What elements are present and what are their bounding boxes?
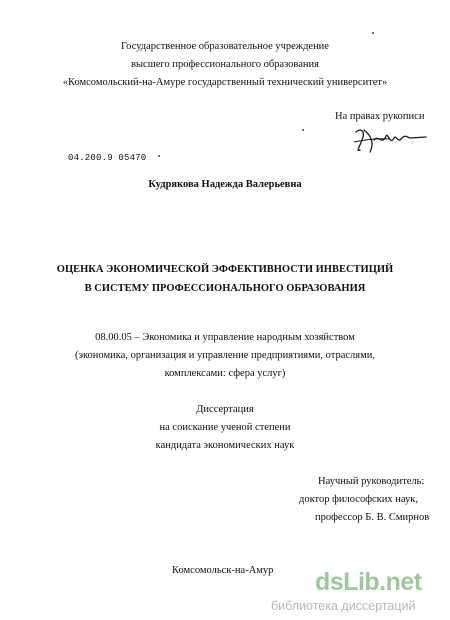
thesis-title-line-1: ОЦЕНКА ЭКОНОМИЧЕСКОЙ ЭФФЕКТИВНОСТИ ИНВЕСТИЦИЙ bbox=[56, 264, 394, 275]
specialty-line-1: 08.00.05 – Экономика и управление народным хозяйством bbox=[95, 332, 355, 343]
dissertation-label: Диссертация bbox=[196, 404, 254, 415]
watermark-logo: dsLib.net bbox=[315, 568, 422, 596]
author-name: Кудрякова Надежда Валерьевна bbox=[148, 179, 302, 190]
specialty-line-3: комплексами: сфера услуг) bbox=[164, 368, 286, 379]
city-label: Комсомольск-на-Амур bbox=[172, 565, 274, 576]
supervisor-label: Научный руководитель: bbox=[318, 476, 425, 487]
scan-speck bbox=[302, 129, 304, 131]
handwritten-signature-icon bbox=[350, 126, 430, 158]
supervisor-degree: доктор философских наук, bbox=[299, 494, 418, 505]
institution-line-1: Государственное образовательное учреждение bbox=[121, 41, 329, 52]
scan-speck bbox=[372, 32, 374, 34]
institution-line-2: высшего профессионального образования bbox=[131, 59, 319, 70]
specialty-line-2: (экономика, организация и управление предприятиями, отраслями, bbox=[74, 350, 376, 361]
degree-line-1: на соискание ученой степени bbox=[159, 422, 291, 433]
barcode-number: 04.200.9 05470 bbox=[68, 153, 147, 163]
supervisor-name: профессор Б. В. Смирнов bbox=[315, 512, 430, 523]
institution-line-3: «Комсомольский-на-Амуре государственный технический университет» bbox=[62, 77, 388, 88]
watermark-subtitle: библиотека диссертаций bbox=[271, 599, 416, 613]
thesis-title-line-2: В СИСТЕМУ ПРОФЕССИОНАЛЬНОГО ОБРАЗОВАНИЯ bbox=[84, 283, 366, 294]
degree-line-2: кандидата экономических наук bbox=[155, 440, 295, 451]
scan-speck bbox=[158, 155, 160, 157]
manuscript-rights-label: На правах рукописи bbox=[335, 111, 425, 122]
